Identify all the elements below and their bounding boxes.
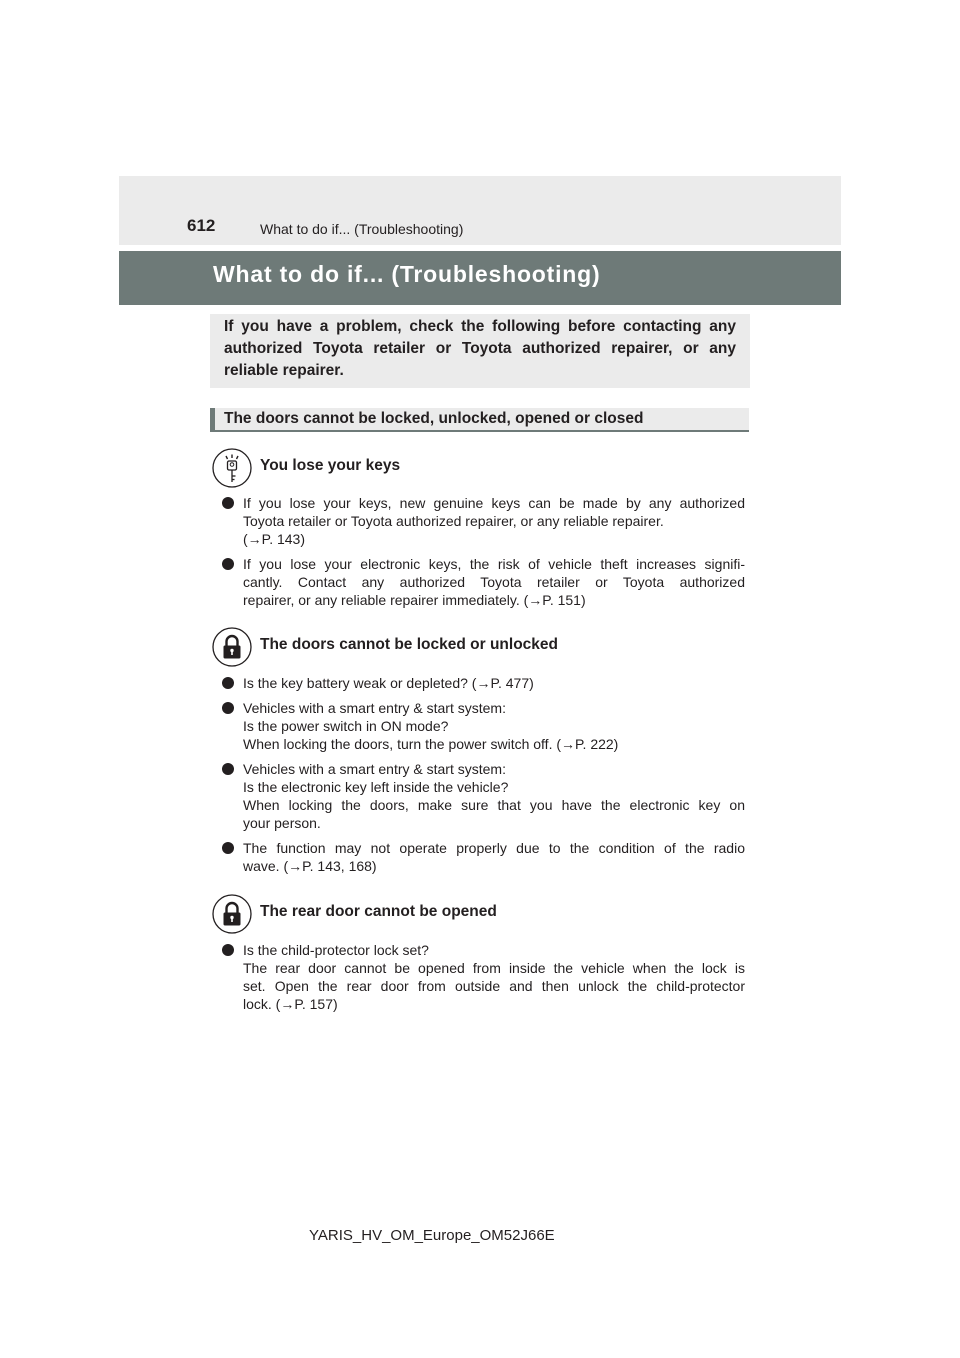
list-item: The function may not operate properly due to the condition of the radio wave. (→P. 143, 168)	[222, 839, 745, 875]
padlock-icon	[212, 894, 252, 934]
bullet-dot	[222, 497, 234, 509]
subsection-title: The rear door cannot be opened	[260, 903, 497, 920]
list-item: If you lose your keys, new genuine keys can be made by any authorized Toyota retailer or Toyota authorized repairer, or any reliable repairer. (→P. 143)	[222, 494, 745, 548]
list-item: Is the child-protector lock set? The rear door cannot be opened from inside the vehicle when the lock is set. Open the rear door from outside and then unlock the child-protector lock. (→P. 157)	[222, 941, 745, 1013]
bullet-dot	[222, 763, 234, 775]
subsection-title: The doors cannot be locked or unlocked	[260, 636, 558, 653]
section-heading	[210, 408, 749, 432]
bullet-list-doors-lock	[222, 674, 745, 882]
section-heading-text: The doors cannot be locked, unlocked, opened or closed	[224, 410, 644, 427]
list-item: Vehicles with a smart entry & start system: Is the power switch in ON mode? When locking the doors, turn the power switch off. (→P. 222)	[222, 699, 745, 753]
list-item: Is the key battery weak or depleted? (→P. 477)	[222, 674, 745, 692]
header-bar	[119, 176, 841, 245]
list-item: Vehicles with a smart entry & start system: Is the electronic key left inside the vehicle? When locking the doors, make sure that you have the electronic key on your person.	[222, 760, 745, 832]
page-title: What to do if... (Troubleshooting)	[213, 261, 601, 287]
intro-box	[210, 314, 750, 388]
footer-doc-id: YARIS_HV_OM_Europe_OM52J66E	[309, 1227, 555, 1244]
subsection-title: You lose your keys	[260, 457, 401, 474]
bullet-dot	[222, 842, 234, 854]
key-icon	[212, 448, 252, 488]
page-number: 612	[187, 216, 216, 235]
list-item: If you lose your electronic keys, the risk of vehicle theft increases signifi- cantly. Contact any authorized Toyota retailer or Toyota authorized repairer, or any reliable repairer immediately. (→P. 151)	[222, 555, 745, 609]
bullet-dot	[222, 944, 234, 956]
bullet-list-rear-door	[222, 941, 745, 1020]
bullet-dot	[222, 702, 234, 714]
header-section-title: What to do if... (Troubleshooting)	[260, 221, 464, 237]
bullet-list-lose-keys	[222, 494, 745, 616]
bullet-dot	[222, 558, 234, 570]
bullet-dot	[222, 677, 234, 689]
padlock-icon	[212, 627, 252, 667]
intro-text: If you have a problem, check the following before contacting any authorized Toyota retailer or Toyota authorized repairer, or any reliable repairer.	[224, 318, 736, 379]
title-bar	[119, 251, 841, 305]
